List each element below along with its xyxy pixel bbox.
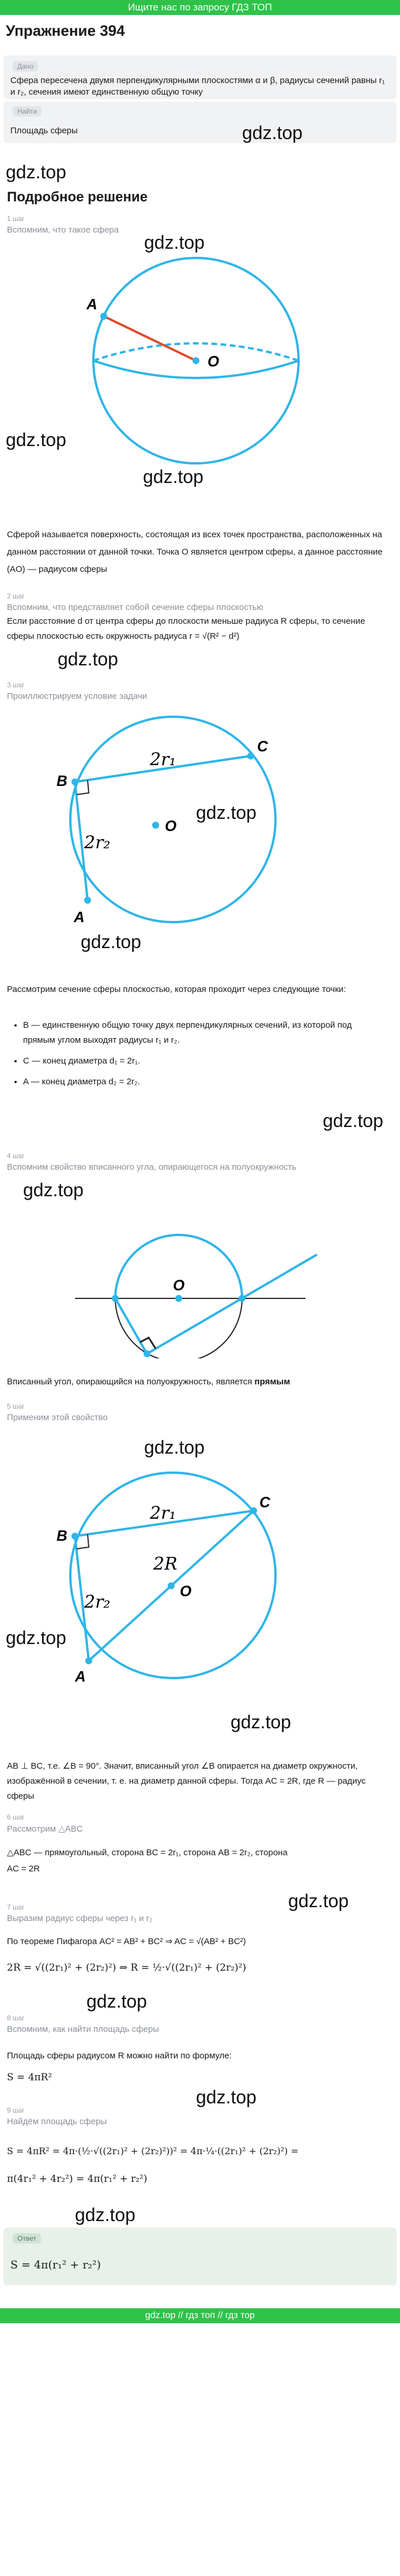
label-2r1: 2r₁ (150, 1503, 176, 1523)
watermark: gdz.top (196, 2087, 256, 2107)
list-item: • A — конец диаметра d₂ = 2r₂. (23, 1074, 380, 1089)
watermark: gdz.top (231, 1712, 291, 1732)
label-o: O (180, 1582, 192, 1600)
given-chip: Дано (13, 61, 38, 72)
pythagoras-line-1: По теореме Пифагора AC² = AB² + BC² ⇒ AC = √(AB² + BC²) (7, 1937, 246, 1946)
list-item: • B — единственную общую точку двух перпендикулярных сечений, из которой под прямым углом выходят радиусы r₁ и r₂. (23, 1018, 380, 1048)
step-hint: Вспомним, как найти площадь сферы (7, 2024, 160, 2034)
step-label: 1 шаг (7, 215, 25, 223)
watermark: gdz.top (143, 466, 203, 487)
point-b (71, 778, 78, 785)
semicircle-figure (75, 1191, 329, 1358)
point-right (239, 1295, 246, 1302)
step-label: 4 шаг (7, 1152, 25, 1160)
step-3 (7, 681, 393, 701)
answer-chip: Ответ (13, 2233, 41, 2244)
inscribed-bold: прямым (254, 1377, 290, 1387)
point-a (84, 897, 91, 904)
step-hint: Проиллюстрируем условие задачи (7, 691, 148, 701)
area-formula: S = 4πR² (7, 2072, 52, 2083)
step-6 (7, 1813, 393, 1834)
watermark: gdz.top (323, 1110, 383, 1131)
calc-line-2: π(4r₁² + 4r₂²) = 4π(r₁² + r₂²) (7, 2173, 148, 2185)
step-5 (7, 1402, 393, 1422)
point-bottom (144, 1350, 150, 1357)
left-chord (115, 1298, 147, 1354)
label-c: C (259, 1493, 270, 1511)
label-a: A (86, 295, 97, 313)
area-text: Площадь сферы радиусом R можно найти по формуле: (7, 2051, 232, 2061)
watermark: gdz.top (6, 162, 66, 182)
page-title: Упражнение 394 (6, 22, 125, 39)
watermark: gdz.top (6, 1627, 66, 1648)
point-left (112, 1295, 119, 1302)
point-c (250, 1507, 257, 1514)
answer-card (3, 2227, 397, 2285)
triangle-text: △ABC — прямоугольный, сторона BC = 2r₁, сторона AB = 2r₂, сторона (7, 1848, 288, 1858)
label-o: O (207, 353, 220, 370)
radius-line (104, 316, 196, 361)
step-4 (7, 1152, 393, 1172)
step-label: 3 шаг (7, 681, 25, 689)
step-label: 2 шаг (7, 592, 25, 600)
sphere-definition: Сферой называется поверхность, состоящая из всех точек пространства, расположенных на данном расстоянии от данной точки. Точка O является центром сферы, а данное расстояние (AO) — радиусом сферы (7, 530, 383, 574)
center-point (193, 357, 199, 364)
step-hint: Выразим радиус сферы через r₁ и r₂ (7, 1914, 153, 1923)
watermark: gdz.top (75, 2204, 135, 2225)
label-o: O (173, 1276, 185, 1294)
triangle-text-2: AC = 2R (7, 1864, 40, 1874)
step-8 (7, 2014, 393, 2034)
diameter-figure (52, 1466, 294, 1685)
label-a: A (74, 908, 85, 926)
answer-formula: S = 4π(r₁² + r₂²) (10, 2259, 101, 2271)
step-hint: Вспомним, что такое сфера (7, 225, 119, 235)
apply-text: AB ⊥ BC, т.е. ∠B = 90°. Значит, вписанный угол ∠B опирается на диаметр окружности, изображённой в сечении, т. е. на диаметр данной сферы. Тогда AC = 2R, где R — радиус сферы (7, 1761, 366, 1801)
solution-title: Подробное решение (7, 189, 148, 205)
label-b: B (56, 772, 67, 789)
top-banner-text[interactable]: Ищите нас по запросу ГДЗ ТОП (128, 2, 272, 13)
top-banner[interactable] (0, 0, 400, 15)
label-2r1: 2r₁ (150, 750, 176, 770)
label-2r2: 2r₂ (84, 1592, 111, 1612)
given-text: Сфера пересечена двумя перпендикулярными плоскостями α и β, радиусы сечений равны r₁ и r₂, сечения имеют единственную общую точку (10, 76, 385, 97)
consider-text: Рассмотрим сечение сферы плоскостью, которая проходит через следующие точки: (7, 984, 346, 994)
step-label: 9 шаг (7, 2106, 25, 2114)
step-hint: Найдём площадь сферы (7, 2117, 107, 2126)
find-text: Площадь сферы (10, 126, 78, 136)
list-item: • C — конец диаметра d₁ = 2r₁. (23, 1054, 380, 1069)
center-point (175, 1295, 182, 1302)
label-b: B (56, 1527, 67, 1544)
step-2 (7, 592, 393, 612)
inscribed-angle-text (7, 1375, 290, 1390)
points-list (7, 1018, 380, 1095)
bottom-banner[interactable] (0, 2308, 400, 2323)
step-7 (7, 1903, 393, 1923)
center-point (168, 1582, 175, 1589)
given-card (3, 55, 397, 99)
watermark: gdz.top (6, 429, 66, 450)
step-label: 5 шаг (7, 1402, 25, 1410)
step-label: 7 шаг (7, 1903, 25, 1911)
watermark: gdz.top (196, 802, 256, 823)
calc-line-1: S = 4πR² = 4π·(½·√((2r₁)² + (2r₂)²))² = 4π·¼·((2r₁)² + (2r₂)²) = (7, 2146, 299, 2156)
find-card (3, 102, 397, 143)
point-b (71, 1533, 78, 1540)
pythagoras-line-2: 2R = √((2r₁)² + (2r₂)²) ⇒ R = ½·√((2r₁)² + (2r₂)²) (7, 1962, 247, 1974)
watermark: gdz.top (144, 1437, 205, 1458)
point-a (85, 1657, 92, 1664)
step-label: 8 шаг (7, 2014, 25, 2022)
watermark: gdz.top (58, 649, 118, 669)
watermark: gdz.top (242, 122, 303, 143)
label-o: O (165, 817, 177, 834)
point-a (100, 313, 107, 320)
label-2r: 2R (153, 1554, 178, 1574)
watermark: gdz.top (86, 1991, 147, 2012)
step-hint: Вспомним, что представляет собой сечение сферы плоскостью (7, 602, 263, 612)
watermark: gdz.top (288, 1890, 349, 1911)
lower-arc (115, 1298, 242, 1358)
inscribed-prefix: Вписанный угол, опирающийся на полуокружность, является (7, 1377, 255, 1387)
find-chip: Найти (13, 106, 41, 117)
right-chord (147, 1255, 317, 1354)
point-c (247, 752, 254, 759)
watermark: gdz.top (144, 232, 205, 253)
step-hint: Применим этой свойство (7, 1413, 108, 1422)
step-9 (7, 2106, 393, 2126)
center-point (152, 822, 159, 829)
label-2r2: 2r₂ (84, 833, 111, 853)
sphere-figure (86, 254, 317, 467)
step-hint: Рассмотрим △ABC (7, 1824, 83, 1834)
label-c: C (257, 737, 268, 755)
bottom-banner-text[interactable]: gdz.top // гдз топ // гдз тор (145, 2311, 255, 2320)
section-definition: Если расстояние d от центра сферы до плоскости меньше радиуса R сферы, то сечение сферы плоскостью есть окружность радиуса r = √(R² − d²) (7, 616, 365, 641)
watermark: gdz.top (23, 1180, 84, 1200)
label-a: A (75, 1668, 86, 1685)
step-label: 6 шаг (7, 1813, 25, 1821)
watermark: gdz.top (81, 931, 141, 952)
step-hint: Вспомним свойство вписанного угла, опирающегося на полуокружность (7, 1162, 297, 1172)
section-figure (52, 710, 294, 929)
